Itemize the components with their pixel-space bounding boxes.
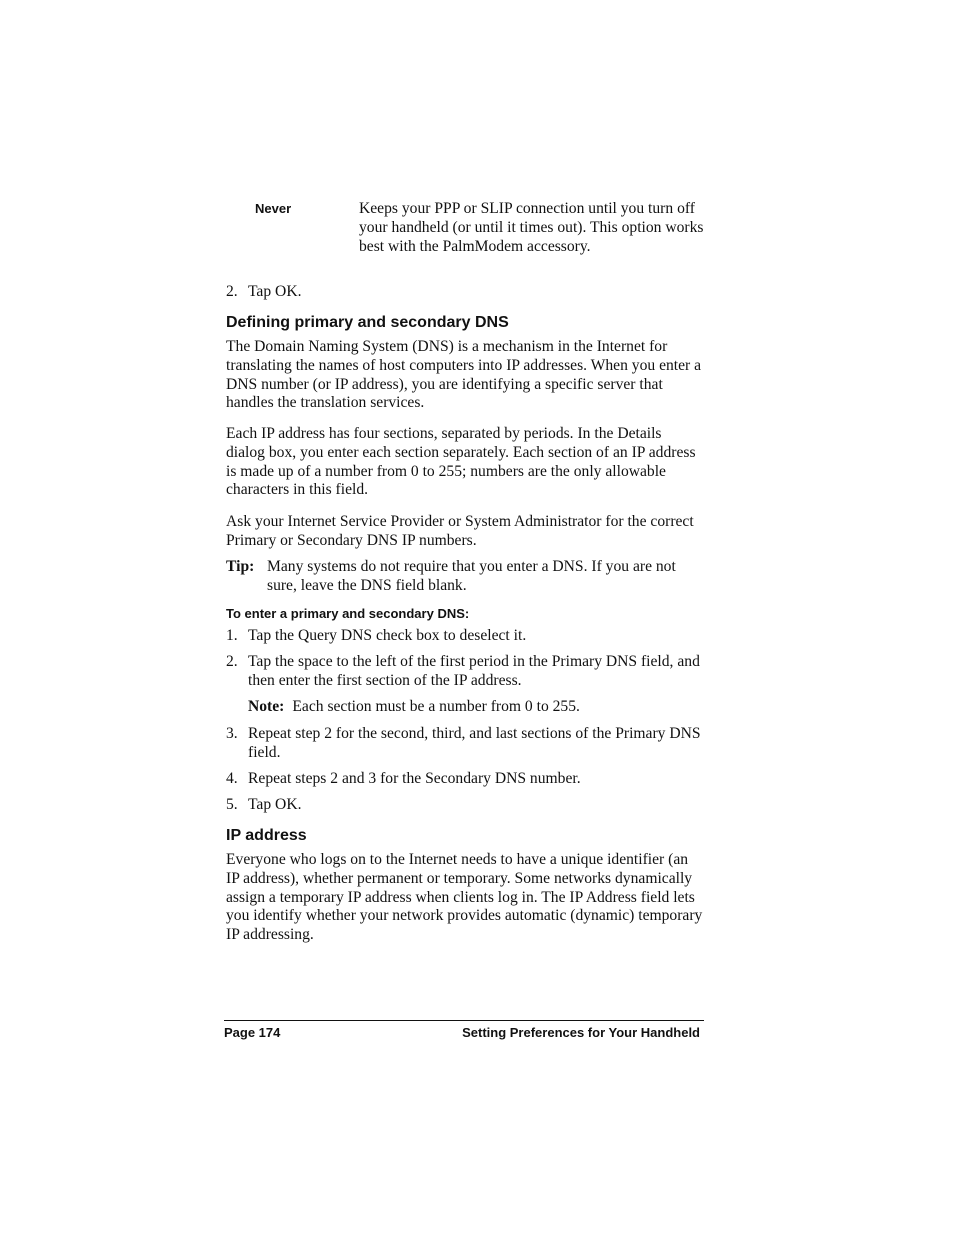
paragraph-ask-isp: Ask your Internet Service Provider or System Administrator for the correct Primary or Secondary DNS IP numbers. — [226, 513, 694, 549]
step-number: 2. — [226, 653, 238, 670]
section-heading-ip-address: IP address — [226, 827, 307, 844]
paragraph-dns-intro: The Domain Naming System (DNS) is a mechanism in the Internet for translating the names of host computers into IP addresses. When you enter a DNS number (or IP address), you are identifying a specific server that handles the translation services. — [226, 338, 702, 412]
footer-page-number: Page 174 — [224, 1025, 281, 1040]
step-number: 2. — [226, 283, 238, 300]
step-number: 5. — [226, 796, 238, 813]
note-box — [248, 698, 704, 717]
step-text: Tap the Query DNS check box to deselect it. — [248, 627, 527, 644]
step-text: Tap the space to the left of the first period in the Primary DNS field, and then enter the first section of the IP address. — [248, 653, 700, 689]
paragraph-ip-sections: Each IP address has four sections, separated by periods. In the Details dialog box, you enter each section separately. Each section of an IP address is made up of a number from 0 to 255; numbers are the only allowable characters in this field. — [226, 425, 696, 499]
footer-chapter-title: Setting Preferences for Your Handheld — [462, 1025, 700, 1040]
procedure-heading: To enter a primary and secondary DNS: — [226, 606, 470, 621]
step-text: Repeat steps 2 and 3 for the Secondary DNS number. — [248, 770, 581, 787]
note-label: Note: — [248, 698, 285, 715]
tip-label: Tip: — [226, 558, 255, 575]
step-text: Tap OK. — [248, 283, 302, 300]
paragraph-ip-address: Everyone who logs on to the Internet needs to have a unique identifier (an IP address), whether permanent or temporary. Some networks dynamically assign a temporary IP address when clients log in. The IP Address field lets you identify whether your network provides automatic (dynamic) temporary IP addressing. — [226, 851, 703, 944]
step-text: Tap OK. — [248, 796, 302, 813]
definition-description: Keeps your PPP or SLIP connection until you turn off your handheld (or until it times out). This option works best with the PalmModem accessory. — [359, 200, 704, 255]
step-number: 4. — [226, 770, 238, 787]
note-text: Each section must be a number from 0 to 255. — [292, 698, 580, 715]
step-text: Repeat step 2 for the second, third, and last sections of the Primary DNS field. — [248, 725, 701, 761]
definition-term: Never — [255, 201, 292, 216]
footer-rule — [224, 1020, 704, 1021]
step-number: 1. — [226, 627, 238, 644]
section-heading-dns: Defining primary and secondary DNS — [226, 314, 509, 331]
step-number: 3. — [226, 725, 238, 742]
tip-text: Many systems do not require that you enter a DNS. If you are not sure, leave the DNS field blank. — [267, 558, 676, 594]
